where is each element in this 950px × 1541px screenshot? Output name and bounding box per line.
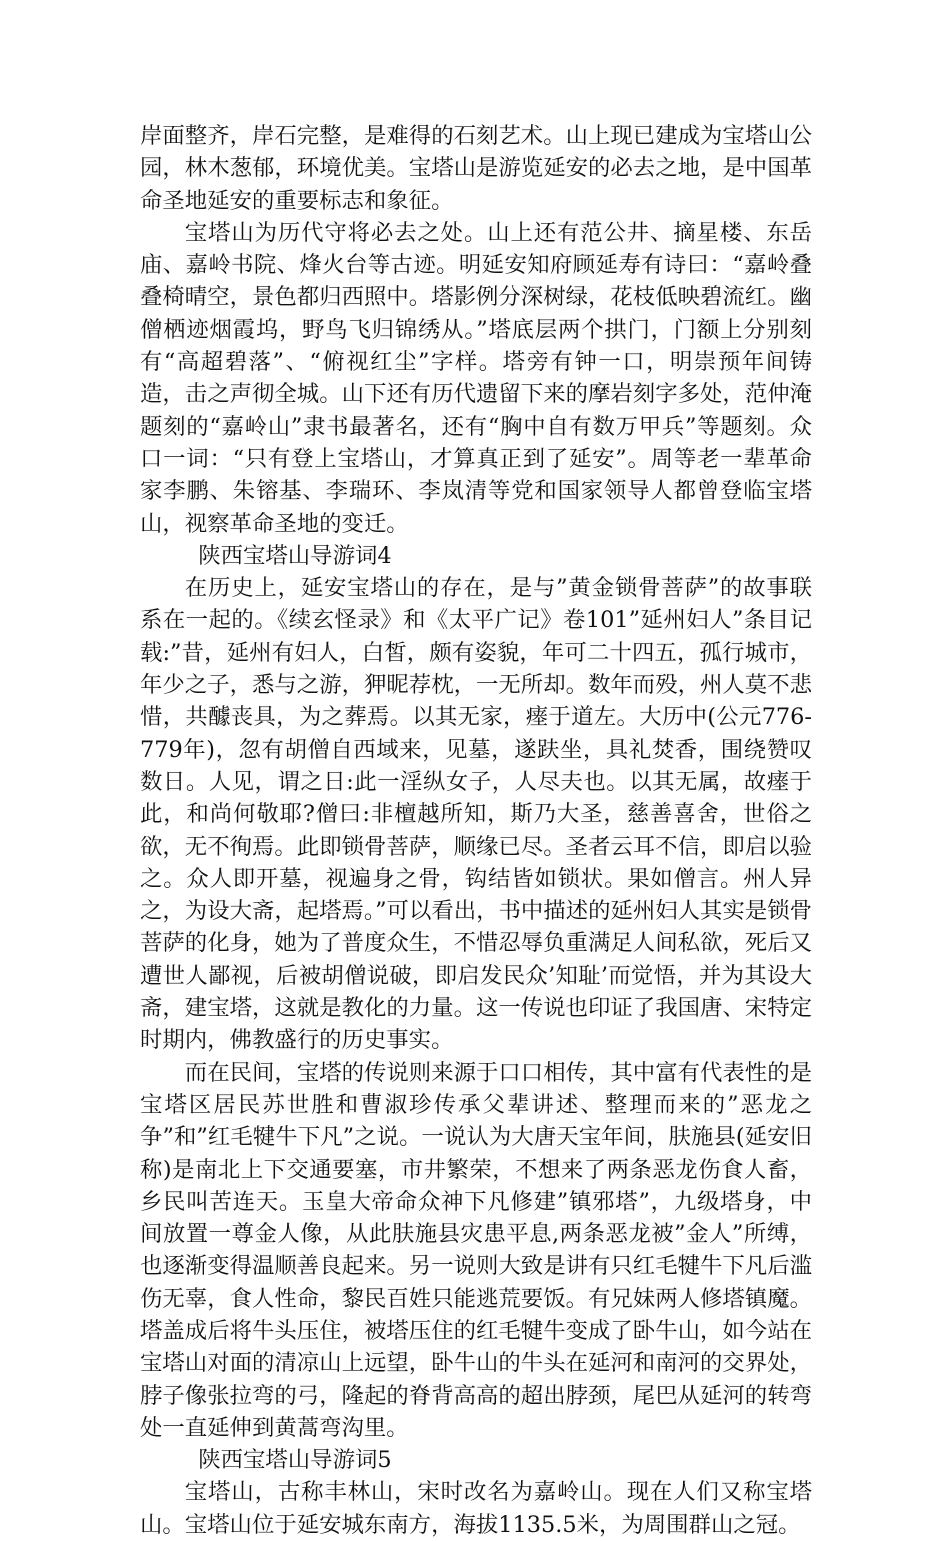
document-page xyxy=(140,120,812,1541)
section-heading-4: 陕西宝塔山导游词4 xyxy=(198,542,392,569)
paragraph-park-description: 岸面整齐，岸石完整，是难得的石刻艺术。山上现已建成为宝塔山公园，林木葱郁，环境优美。宝塔山是游览延安的必去之地，是中国革命圣地延安的重要标志和象征。 xyxy=(140,123,812,214)
paragraph-historic-sites: 宝塔山为历代守将必去之处。山上还有范公井、摘星楼、东岳庙、嘉岭书院、烽火台等古迹。明延安知府顾延寿有诗曰：“嘉岭叠叠椅晴空，景色都归西照中。塔影例分深树绿，花枝低映碧流红。幽僧栖迹烟霞坞，野鸟飞归锦绣从。”塔底层两个拱门，门额上分别刻有“高超碧落”、“俯视红尘”字样。塔旁有钟一口，明崇预年间铸造，击之声彻全城。山下还有历代遗留下来的摩岩刻字多处，范仲淹题刻的“嘉岭山”隶书最著名，还有“胸中自有数万甲兵”等题刻。众口一词：“只有登上宝塔山，才算真正到了延安”。周等老一辈革命家李鹏、朱镕基、李瑞环、李岚清等党和国家领导人都曾登临宝塔山，视察革命圣地的变迁。 xyxy=(140,219,812,537)
paragraph-golden-bodhisattva-legend: 在历史上，延安宝塔山的存在，是与”黄金锁骨菩萨”的故事联系在一起的。《续玄怪录》和《太平广记》卷101”延州妇人”条目记载:”昔，延州有妇人，白皙，颇有姿貌，年可二十四五，孤行城市，年少之子，悉与之游，狎昵荐枕，一无所却。数年而殁，州人莫不悲惜，共醵丧具，为之葬焉。以其无家，瘗于道左。大历中(公元776-779年)，忽有胡僧自西域来，见墓，遂趺坐，具礼焚香，围绕赞叹数日。人见，谓之日:此一淫纵女子，人尽夫也。以其无属，故瘗于此，和尚何敬耶?僧曰:非檀越所知，斯乃大圣，慈善喜舍，世俗之欲，无不徇焉。此即锁骨菩萨，顺缘已尽。圣者云耳不信，即启以验之。众人即开墓，视遍身之骨，钩结皆如锁状。果如僧言。州人异之，为设大斋，起塔焉。”可以看出，书中描述的延州妇人其实是锁骨菩萨的化身，她为了普度众生，不惜忍辱负重满足人间私欲，死后又遭世人鄙视，后被胡僧说破，即启发民众’知耻’而觉悟，并为其设大斋，建宝塔，这就是教化的力量。这一传说也印证了我国唐、宋特定时期内，佛教盛行的历史事实。 xyxy=(140,575,812,1054)
paragraph-baota-mountain-intro: 宝塔山，古称丰林山，宋时改名为嘉岭山。现在人们又称宝塔山。宝塔山位于延安城东南方，海拔1135.5米，为周围群山之冠。 xyxy=(140,1479,812,1538)
paragraph-folk-legends: 而在民间，宝塔的传说则来源于口口相传，其中富有代表性的是宝塔区居民苏世胜和曹淑珍传承父辈讲述、整理而来的”恶龙之争”和”红毛犍牛下凡”之说。一说认为大唐天宝年间，肤施县(延安旧称)是南北上下交通要塞，市井繁荣，不想来了两条恶龙伤食人畜，乡民叫苦连天。玉皇大帝命众神下凡修建”镇邪塔”，九级塔身，中间放置一尊金人像，从此肤施县灾患平息,两条恶龙被”金人”所缚，也逐渐变得温顺善良起来。另一说则大致是讲有只红毛犍牛下凡后滥伤无辜，食人性命，黎民百姓只能逃荒要饭。有兄妹两人修塔镇魔。塔盖成后将牛头压住，被塔压住的红毛犍牛变成了卧牛山，如今站在宝塔山对面的清凉山上远望，卧牛山的牛头在延河和南河的交界处，脖子像张拉弯的弓，隆起的脊背高高的超出脖颈，尾巴从延河的转弯处一直延伸到黄蒿弯沟里。 xyxy=(140,1059,812,1441)
section-heading-5: 陕西宝塔山导游词5 xyxy=(198,1447,392,1474)
